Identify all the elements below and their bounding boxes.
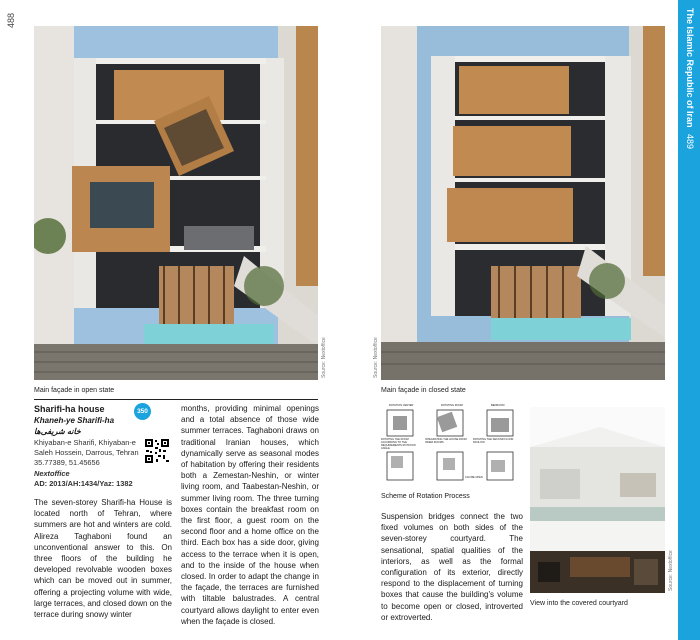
entry-dates: AD: 2013/AH:1434/Yaz: 1382 [34,479,133,488]
qr-code-icon[interactable] [144,438,170,464]
scheme-label: BEDROOM [491,404,505,407]
photo-credit-courtyard: Source: Nextoffice [668,550,674,591]
photo-credit-open: Source: Nextoffice [321,337,327,378]
address-line: Khiyaban-e Sharifi, Khiyaban-e [34,438,136,447]
chapter-sidebar [678,0,700,640]
body-column-2 [181,403,319,627]
photo-credit-closed: Source: Nextoffice [373,337,379,378]
caption-facade-open: Main façade in open state [34,387,115,394]
scheme-label: ROTATING THE ROOM ACCORDING TO THE REQUIREMENTS ROTATION ANGLE [381,438,416,450]
scheme-label: ROTATION CENTER [389,404,414,407]
body-paragraph: months, providing minimal openings and a total absence of those wide summer terraces. Taghaboni draws on traditional Iranian houses, which dynamically serve as seasonal modes of habitation by offering their residents both a Zemestan-Neshin, or winter living room, and Taabestan-Neshin, or summer living room. The three turning boxes contain the breakfast room on the first floor, a guest room on the second floor and a home office on the third. Each box has a side door, giving access to the terrace when it is open, and to the inside of the house when closed. In order to adapt the change in the façade, the terraces are furnished with tiltable balustrades. A central courtyard allows daylight to enter even when the façade is closed. [181,404,319,626]
page-number-right: 489 [685,134,695,150]
caption-scheme: Scheme of Rotation Process [381,493,470,500]
caption-courtyard: View into the covered courtyard [530,600,628,607]
scheme-label: INTEGRATING THE HOUSE FROM INNER ROOMS [425,438,467,444]
entry-architect: Nextoffice [34,469,70,478]
scheme-label: ROTATING ROOM [441,404,463,407]
body-column-1 [34,497,172,620]
photo-courtyard [530,407,665,593]
entry-native-name: خانه شریفی‌ها [34,427,81,436]
caption-facade-closed: Main façade in closed state [381,387,466,394]
scheme-label: ROTATING THE SECOND FLOOR PAVILION [473,438,514,444]
body-column-3 [381,511,523,623]
entry-subtitle: Khaneh-ye Sharifi-ha [34,416,115,425]
rotation-scheme-diagram [381,404,523,486]
divider-left [34,399,318,400]
entry-address [34,438,142,468]
body-paragraph: Suspension bridges connect the two fixed volumes on both sides of the seven-storey courtyard. The sensational, spatial qualities of the interiors, as well as the formal configuration of its exterior, directly respond to the displacement of turning boxes that cause the building's volume to become open or closed, introverted or extroverted. [381,512,523,622]
address-line: Saleh Hossein, Darrous, Tehran [34,448,139,457]
body-paragraph: The seven-storey Sharifi-ha House is located north of Tehran, where summers are hot and winters are cold. Alireza Taghaboni found an unconventional answer to this. On three floors of the building he developed revolvable wooden boxes which can be moved out in summer, offering a projecting volume with wide, large terraces, and closed down on the terrace during snowy winter [34,498,172,620]
scheme-label: CAN BE OPEN [465,476,483,479]
entry-title: Sharifi-ha house [34,404,105,414]
entry-number-badge: 350 [134,403,151,420]
photo-facade-closed [381,26,665,380]
page-number-left: 488 [6,12,16,28]
running-title [685,8,695,149]
photo-facade-open [34,26,318,380]
running-title-text: The Islamic Republic of Iran [685,8,695,128]
address-line: 35.77389, 51.45656 [34,458,100,467]
